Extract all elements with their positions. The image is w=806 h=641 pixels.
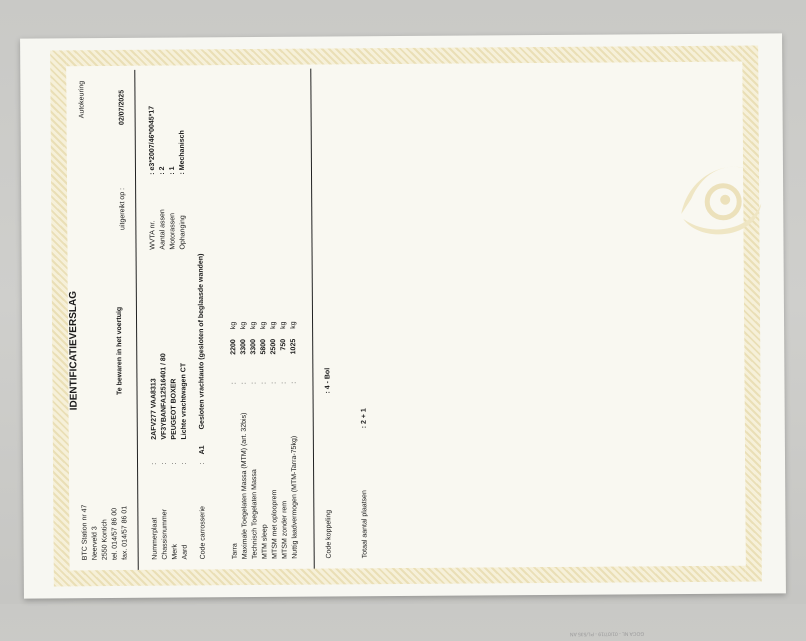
seats-value: : 2 + 1 bbox=[360, 408, 368, 429]
mass-label: Maximale Toegelaten Massa (MTM) (art. 32bis) bbox=[240, 412, 249, 560]
suspension-value: : Mechanisch bbox=[178, 130, 187, 175]
mass-value: 5800 bbox=[260, 338, 268, 355]
chassis-value: VF3YBANFA12516401 / 80 bbox=[160, 353, 168, 440]
plate-value: 2AFV277 VAA8313 bbox=[150, 378, 158, 440]
brand-label: Merk bbox=[171, 544, 179, 560]
coupling-label: Code koppeling bbox=[325, 509, 333, 559]
brand-value: PEUGEOT BOXER bbox=[170, 378, 178, 440]
mass-colon: : bbox=[290, 381, 298, 384]
mass-colon: : bbox=[250, 382, 258, 385]
date-label: uitgereikt op : bbox=[119, 187, 127, 230]
mass-unit: kg bbox=[250, 321, 258, 330]
mass-label: MTSM met oplooprem bbox=[271, 489, 279, 559]
rotated-content bbox=[68, 66, 751, 571]
body-description: Gesloten vrachtauto (gesloten of beglaasde wanden) bbox=[197, 253, 206, 430]
plate-label: Nummerplaat bbox=[151, 517, 159, 560]
mass-label: MTSM zonder rem bbox=[281, 500, 289, 559]
motor-axles-value: : 1 bbox=[168, 166, 177, 175]
header-divider bbox=[134, 70, 138, 570]
seats-label: Totaal aantal plaatsen bbox=[361, 490, 369, 559]
body-label: Code carrosserie bbox=[199, 506, 207, 560]
mass-label: Nuttig laadvermogen (MTM-Tarra-75kg) bbox=[290, 435, 299, 559]
mass-value: 3300 bbox=[240, 339, 248, 355]
mass-label: Technisch Toegelaten Massa bbox=[251, 469, 259, 560]
issue-date: 02/07/2025 bbox=[118, 89, 126, 125]
mass-value: 3300 bbox=[250, 339, 258, 355]
mass-colon: : bbox=[280, 381, 288, 384]
station-street: Neerveld 3 bbox=[91, 526, 99, 561]
mass-unit: kg bbox=[230, 321, 238, 330]
document-sheet bbox=[20, 33, 786, 637]
document-title: IDENTIFICATIEVERSLAG bbox=[67, 290, 80, 411]
mass-unit: kg bbox=[260, 321, 268, 329]
mass-unit: kg bbox=[240, 321, 248, 330]
wvta-value: : e3*2007/46*0045*17 bbox=[148, 105, 157, 175]
plate-colon: : bbox=[151, 462, 159, 465]
mass-label: MTM sleep bbox=[261, 524, 269, 559]
kind-colon: : bbox=[181, 462, 189, 465]
mass-label: Tarra bbox=[231, 543, 239, 560]
mass-value: 750 bbox=[280, 338, 288, 351]
station-tel: tel. 014/57 86 00 bbox=[111, 507, 119, 561]
mass-colon: : bbox=[240, 382, 248, 385]
station-city: 2550 Kontich bbox=[101, 519, 109, 561]
brand-colon: : bbox=[171, 462, 179, 465]
chassis-label: Chassisnummer bbox=[161, 509, 169, 560]
mass-colon: : bbox=[270, 381, 278, 384]
body-colon: : bbox=[199, 462, 207, 465]
axles-label: Aantal assen bbox=[159, 209, 167, 250]
document-type: Autokeuring bbox=[78, 80, 86, 119]
coupling-value: : 4 - Bol bbox=[324, 367, 332, 394]
mass-unit: kg bbox=[270, 321, 278, 329]
motor-axles-label: Motorassen bbox=[169, 213, 177, 250]
station-fax: fax. 014/57 86 01 bbox=[121, 505, 129, 560]
mass-divider bbox=[310, 69, 314, 569]
suspension-label: Ophanging bbox=[179, 215, 187, 250]
mass-value: 1025 bbox=[290, 338, 298, 355]
body-code: A1 bbox=[198, 445, 206, 455]
station-name: BTC Station nr 47 bbox=[81, 504, 89, 561]
mass-value: 2200 bbox=[230, 339, 238, 355]
kind-label: Aard bbox=[181, 544, 189, 560]
kind-value: Lichte vrachtwagen CT bbox=[180, 362, 188, 440]
axles-value: : 2 bbox=[158, 166, 167, 175]
mass-unit: kg bbox=[290, 321, 298, 329]
chassis-colon: : bbox=[161, 462, 169, 465]
mass-colon: : bbox=[260, 381, 268, 384]
mass-colon: : bbox=[230, 382, 238, 385]
wvta-label: WVTA nr. bbox=[149, 220, 157, 250]
print-code: GOCA NL - 01/07/19 - PL/535 AN bbox=[569, 630, 645, 637]
keep-notice: Te bewaren in het voertuig bbox=[115, 306, 124, 396]
mass-value: 2500 bbox=[270, 338, 278, 355]
mass-unit: kg bbox=[280, 321, 288, 329]
